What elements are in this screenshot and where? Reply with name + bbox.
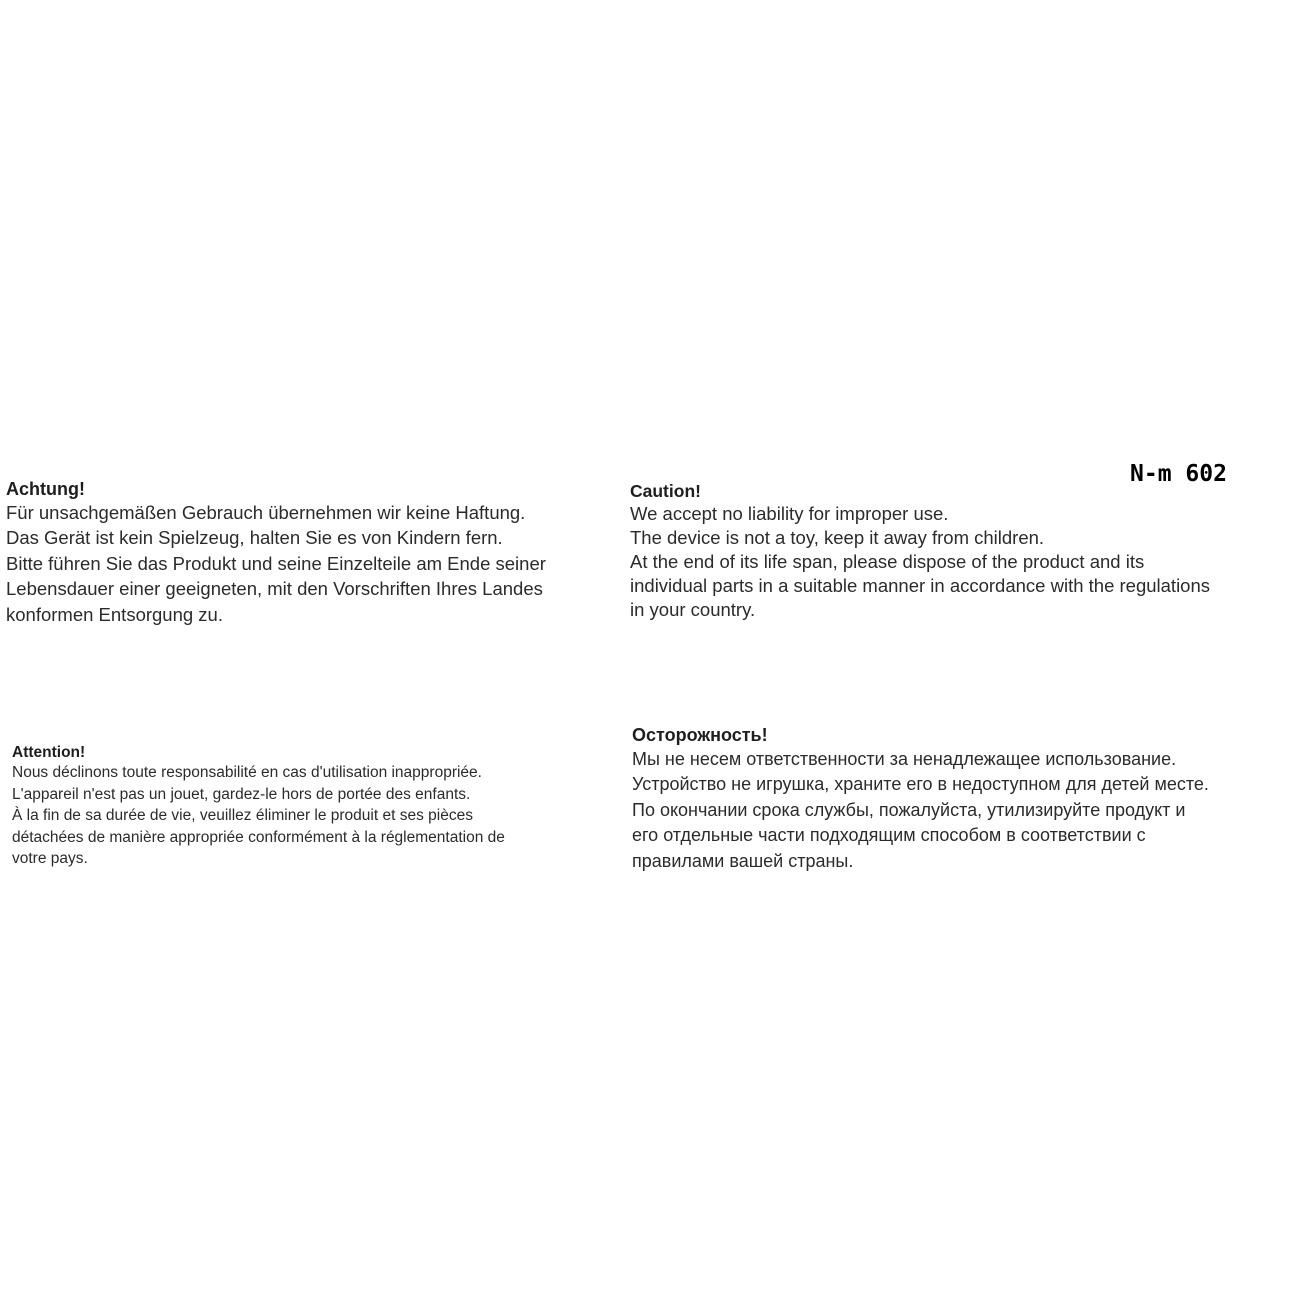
warning-heading-russian: Осторожность! bbox=[632, 725, 768, 745]
warning-line: Für unsachgemäßen Gebrauch übernehmen wir keine Haftung. bbox=[6, 502, 526, 523]
warning-line: его отдельные части подходящим способом в соответствии с bbox=[632, 825, 1146, 846]
warning-line: konformen Entsorgung zu. bbox=[6, 603, 223, 625]
warning-line: votre pays. bbox=[12, 850, 88, 867]
warning-line: правилами вашей страны. bbox=[632, 850, 854, 871]
warning-line: The device is not a toy, keep it away from children. bbox=[630, 527, 1045, 548]
warning-line: Das Gerät ist kein Spielzeug, halten Sie es von Kindern fern. bbox=[6, 527, 503, 549]
warning-line: Nous déclinons toute responsabilité en cas d'utilisation inappropriée. bbox=[12, 764, 482, 781]
warning-line: Bitte führen Sie das Produkt und seine Einzelteile am Ende seiner bbox=[6, 552, 546, 574]
warning-line: We accept no liability for improper use. bbox=[630, 503, 949, 524]
warning-block-french bbox=[12, 743, 612, 870]
warning-block-russian bbox=[632, 724, 1292, 874]
warning-line: Lebensdauer einer geeigneten, mit den Vorschriften Ihres Landes bbox=[6, 578, 543, 600]
warning-block-german bbox=[6, 478, 606, 627]
warning-heading-english: Caution! bbox=[630, 481, 701, 501]
warning-line: individual parts in a suitable manner in accordance with the regulations bbox=[630, 575, 1211, 596]
warning-line: in your country. bbox=[630, 599, 756, 620]
warning-block-english bbox=[630, 480, 1260, 622]
warning-line: L'appareil n'est pas un jouet, gardez-le hors de portée des enfants. bbox=[12, 785, 471, 803]
warning-heading-french: Attention! bbox=[12, 744, 86, 761]
warning-line: At the end of its life span, please dispose of the product and its bbox=[630, 551, 1145, 572]
warning-line: détachées de manière appropriée conformément à la réglementation de bbox=[12, 828, 505, 846]
warning-line: Устройство не игрушка, храните его в недоступном для детей месте. bbox=[632, 774, 1209, 795]
warning-heading-german: Achtung! bbox=[6, 479, 85, 499]
warning-line: À la fin de sa durée de vie, veuillez éliminer le produit et ses pièces bbox=[12, 807, 473, 824]
model-number-label: N-m 602 bbox=[1130, 461, 1227, 487]
warning-line: Мы не несем ответственности за ненадлежащее использование. bbox=[632, 749, 1177, 769]
warning-line: По окончании срока службы, пожалуйста, утилизируйте продукт и bbox=[632, 799, 1186, 820]
